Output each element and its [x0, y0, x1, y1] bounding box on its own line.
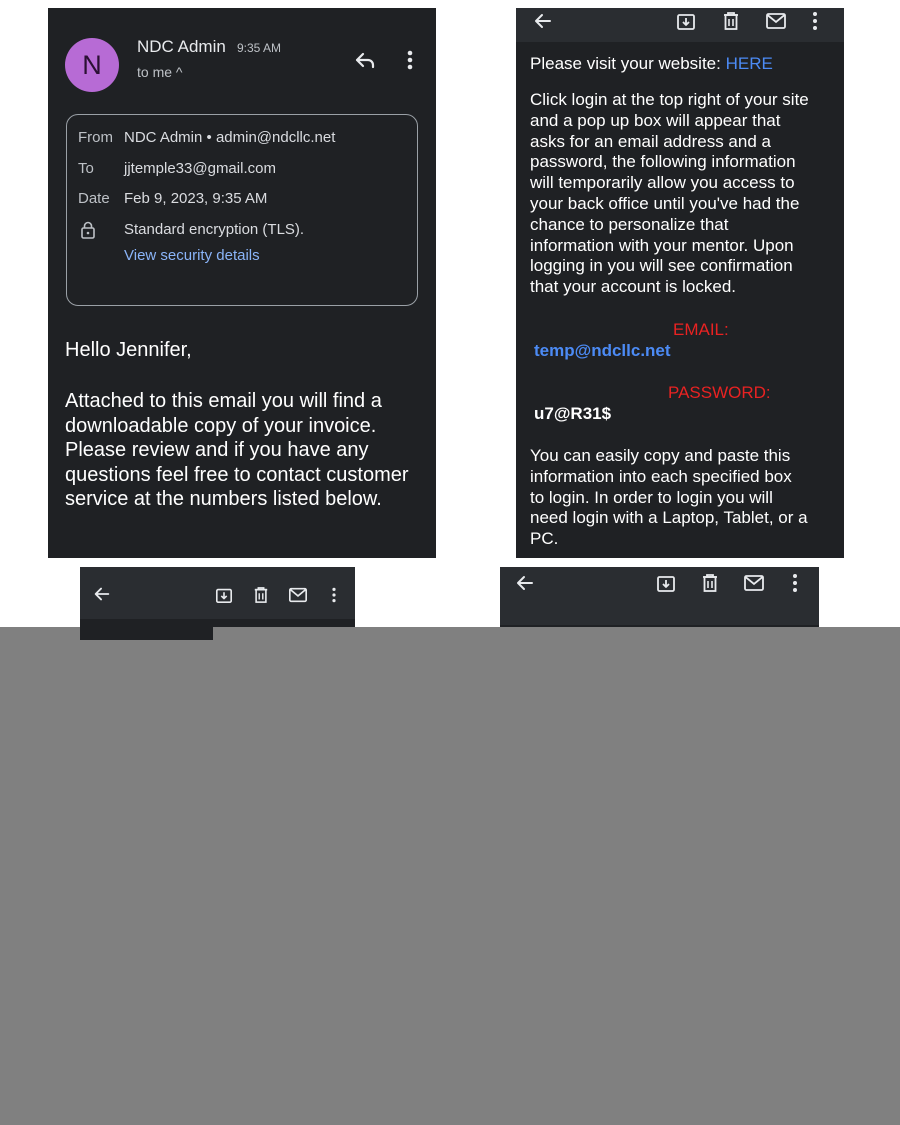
delete-icon[interactable] — [253, 585, 269, 605]
email-panel-header — [48, 8, 436, 558]
temp-password-value: u7@R31$ — [534, 404, 612, 423]
instruction-line: Click login at the top right of your site — [530, 90, 809, 109]
closing-line: information into each specified box — [530, 466, 792, 486]
closing-line: You can easily copy and paste this — [530, 446, 791, 465]
sender-avatar[interactable]: N — [65, 38, 119, 92]
arrow-back-icon[interactable] — [514, 572, 536, 594]
delete-icon[interactable] — [701, 572, 719, 594]
date-label: Date — [78, 190, 110, 207]
from-value: NDC Admin • admin@ndcllc.net — [124, 129, 336, 146]
instruction-line: will temporarily allow you access to — [530, 173, 795, 193]
sender-name: NDC Admin — [137, 37, 226, 56]
view-security-details-link[interactable]: View security details — [124, 247, 260, 264]
sent-time: 9:35 AM — [237, 41, 282, 55]
more-vert-icon[interactable] — [790, 572, 800, 594]
instruction-line: that your account is locked. — [530, 277, 737, 297]
arrow-back-icon[interactable] — [532, 10, 554, 32]
panel-edge-strip — [80, 627, 213, 640]
visit-website-line — [530, 54, 773, 75]
website-here-link[interactable]: HERE — [725, 54, 773, 73]
archive-icon[interactable] — [676, 10, 696, 32]
date-value: Feb 9, 2023, 9:35 AM — [124, 190, 268, 207]
closing-line: need login with a Laptop, Tablet, or a — [530, 508, 808, 528]
to-value: jjtemple33@gmail.com — [124, 160, 276, 177]
from-label: From — [78, 129, 113, 146]
closing-paragraph — [530, 446, 808, 550]
instruction-line: chance to personalize that — [530, 214, 729, 234]
more-vert-icon[interactable] — [330, 585, 338, 605]
instruction-line: information with your mentor. Upon — [530, 235, 794, 255]
message-details-box — [66, 114, 418, 306]
email-panel-instructions — [516, 8, 844, 558]
toolbar — [516, 8, 844, 42]
recipient-details-toggle[interactable]: to me ^ — [137, 64, 183, 80]
delete-icon[interactable] — [722, 10, 740, 32]
greeting-text: Hello Jennifer, — [65, 339, 192, 361]
more-vert-icon[interactable] — [400, 48, 420, 72]
visit-website-text: Please visit your website: — [530, 54, 721, 73]
email-label: EMAIL: — [673, 320, 729, 339]
mail-icon[interactable] — [765, 10, 787, 32]
password-label: PASSWORD: — [668, 383, 771, 402]
lock-icon — [80, 221, 96, 239]
closing-line: to login. In order to login you will — [530, 487, 773, 507]
more-vert-icon[interactable] — [810, 10, 820, 32]
instruction-line: asks for an email address and a — [530, 131, 771, 151]
message-body-text: Attached to this email you will find a downloadable copy of your invoice. Please review and if you have any questions feel free to contact customer service at the numbers listed below. — [65, 390, 409, 511]
closing-line: PC. — [530, 529, 559, 549]
gray-cover-overlay — [0, 627, 900, 1125]
instruction-line: logging in you will see confirmation — [530, 256, 793, 276]
to-label: To — [78, 160, 94, 177]
instruction-line: password, the following information — [530, 152, 796, 172]
archive-icon[interactable] — [215, 585, 233, 605]
toolbar — [80, 567, 355, 619]
mail-icon[interactable] — [288, 585, 308, 605]
arrow-back-icon[interactable] — [92, 584, 112, 604]
archive-icon[interactable] — [656, 572, 676, 594]
toolbar — [500, 567, 819, 625]
instruction-line: and a pop up box will appear that — [530, 110, 781, 130]
reply-icon[interactable] — [353, 48, 377, 72]
temp-email-value[interactable]: temp@ndcllc.net — [534, 341, 671, 360]
encryption-info: Standard encryption (TLS). — [124, 221, 305, 238]
instruction-line: your back office until you've had the — [530, 193, 800, 213]
mail-icon[interactable] — [743, 572, 765, 594]
instructions-paragraph — [530, 90, 809, 298]
